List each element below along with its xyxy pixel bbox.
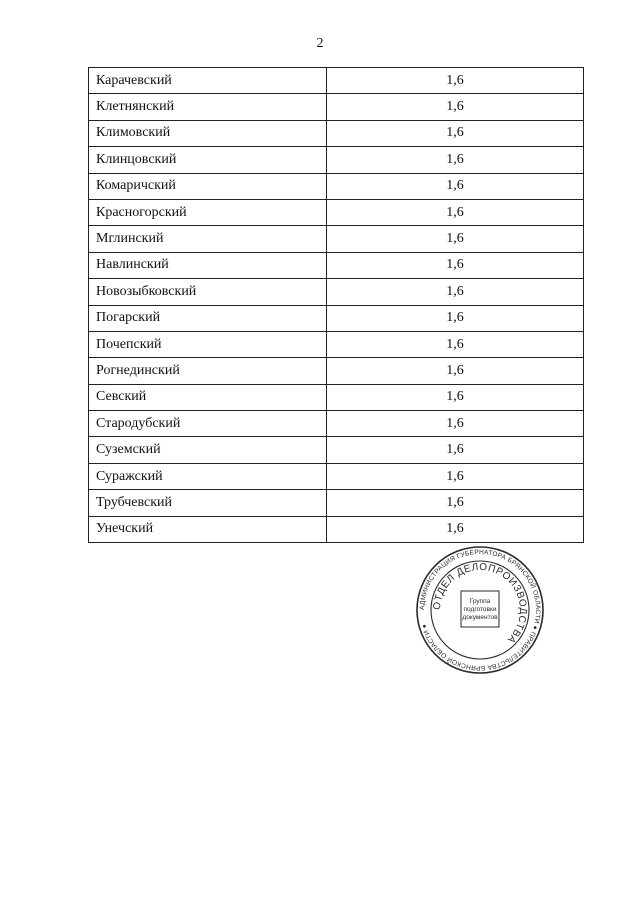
district-name-cell: Новозыбковский <box>89 279 327 305</box>
table-row <box>89 516 584 542</box>
district-name-cell: Суражский <box>89 463 327 489</box>
table-row <box>89 358 584 384</box>
office-seal-stamp <box>415 545 545 675</box>
table-row <box>89 252 584 278</box>
district-name-cell: Клинцовский <box>89 147 327 173</box>
stamp-center-line-3: документов <box>462 614 498 621</box>
district-name-cell: Рогнединский <box>89 358 327 384</box>
rate-value-cell: 1,6 <box>327 358 584 384</box>
district-name-cell: Навлинский <box>89 252 327 278</box>
table-row <box>89 173 584 199</box>
rate-value-cell: 1,6 <box>327 279 584 305</box>
rate-value-cell: 1,6 <box>327 305 584 331</box>
district-name-cell: Красногорский <box>89 199 327 225</box>
district-name-cell: Карачевский <box>89 68 327 94</box>
rate-value-cell: 1,6 <box>327 516 584 542</box>
rates-table-body <box>89 68 584 543</box>
rate-value-cell: 1,6 <box>327 120 584 146</box>
district-name-cell: Почепский <box>89 331 327 357</box>
district-name-cell: Комаричский <box>89 173 327 199</box>
district-name-cell: Стародубский <box>89 411 327 437</box>
table-row <box>89 120 584 146</box>
rate-value-cell: 1,6 <box>327 147 584 173</box>
table-row <box>89 94 584 120</box>
district-name-cell: Унечский <box>89 516 327 542</box>
table-row <box>89 384 584 410</box>
district-name-cell: Климовский <box>89 120 327 146</box>
table-row <box>89 490 584 516</box>
stamp-outer-text: АДМИНИСТРАЦИЯ ГУБЕРНАТОРА БРЯНСКОЙ ОБЛАСТИ ● ПРАВИТЕЛЬСТВА БРЯНСКОЙ ОБЛАСТИ ● <box>418 548 542 672</box>
rate-value-cell: 1,6 <box>327 226 584 252</box>
rates-table <box>88 67 584 543</box>
rate-value-cell: 1,6 <box>327 463 584 489</box>
stamp-center-line-2: подготовки <box>463 606 497 613</box>
table-row <box>89 147 584 173</box>
district-name-cell: Севский <box>89 384 327 410</box>
district-name-cell: Трубчевский <box>89 490 327 516</box>
rate-value-cell: 1,6 <box>327 199 584 225</box>
rate-value-cell: 1,6 <box>327 252 584 278</box>
district-name-cell: Суземский <box>89 437 327 463</box>
table-row <box>89 226 584 252</box>
table-row <box>89 199 584 225</box>
table-row <box>89 411 584 437</box>
stamp-inner-text: ОТДЕЛ ДЕЛОПРОИЗВОДСТВА <box>431 561 529 646</box>
district-name-cell: Мглинский <box>89 226 327 252</box>
rate-value-cell: 1,6 <box>327 68 584 94</box>
rate-value-cell: 1,6 <box>327 490 584 516</box>
rate-value-cell: 1,6 <box>327 331 584 357</box>
table-row <box>89 331 584 357</box>
rate-value-cell: 1,6 <box>327 384 584 410</box>
table-row <box>89 279 584 305</box>
table-row <box>89 68 584 94</box>
stamp-center-line-1: Группа <box>469 598 491 605</box>
rate-value-cell: 1,6 <box>327 411 584 437</box>
table-row <box>89 305 584 331</box>
rate-value-cell: 1,6 <box>327 437 584 463</box>
rate-value-cell: 1,6 <box>327 173 584 199</box>
district-name-cell: Клетнянский <box>89 94 327 120</box>
page-number: 2 <box>316 36 324 51</box>
table-row <box>89 463 584 489</box>
table-row <box>89 437 584 463</box>
district-name-cell: Погарский <box>89 305 327 331</box>
rate-value-cell: 1,6 <box>327 94 584 120</box>
